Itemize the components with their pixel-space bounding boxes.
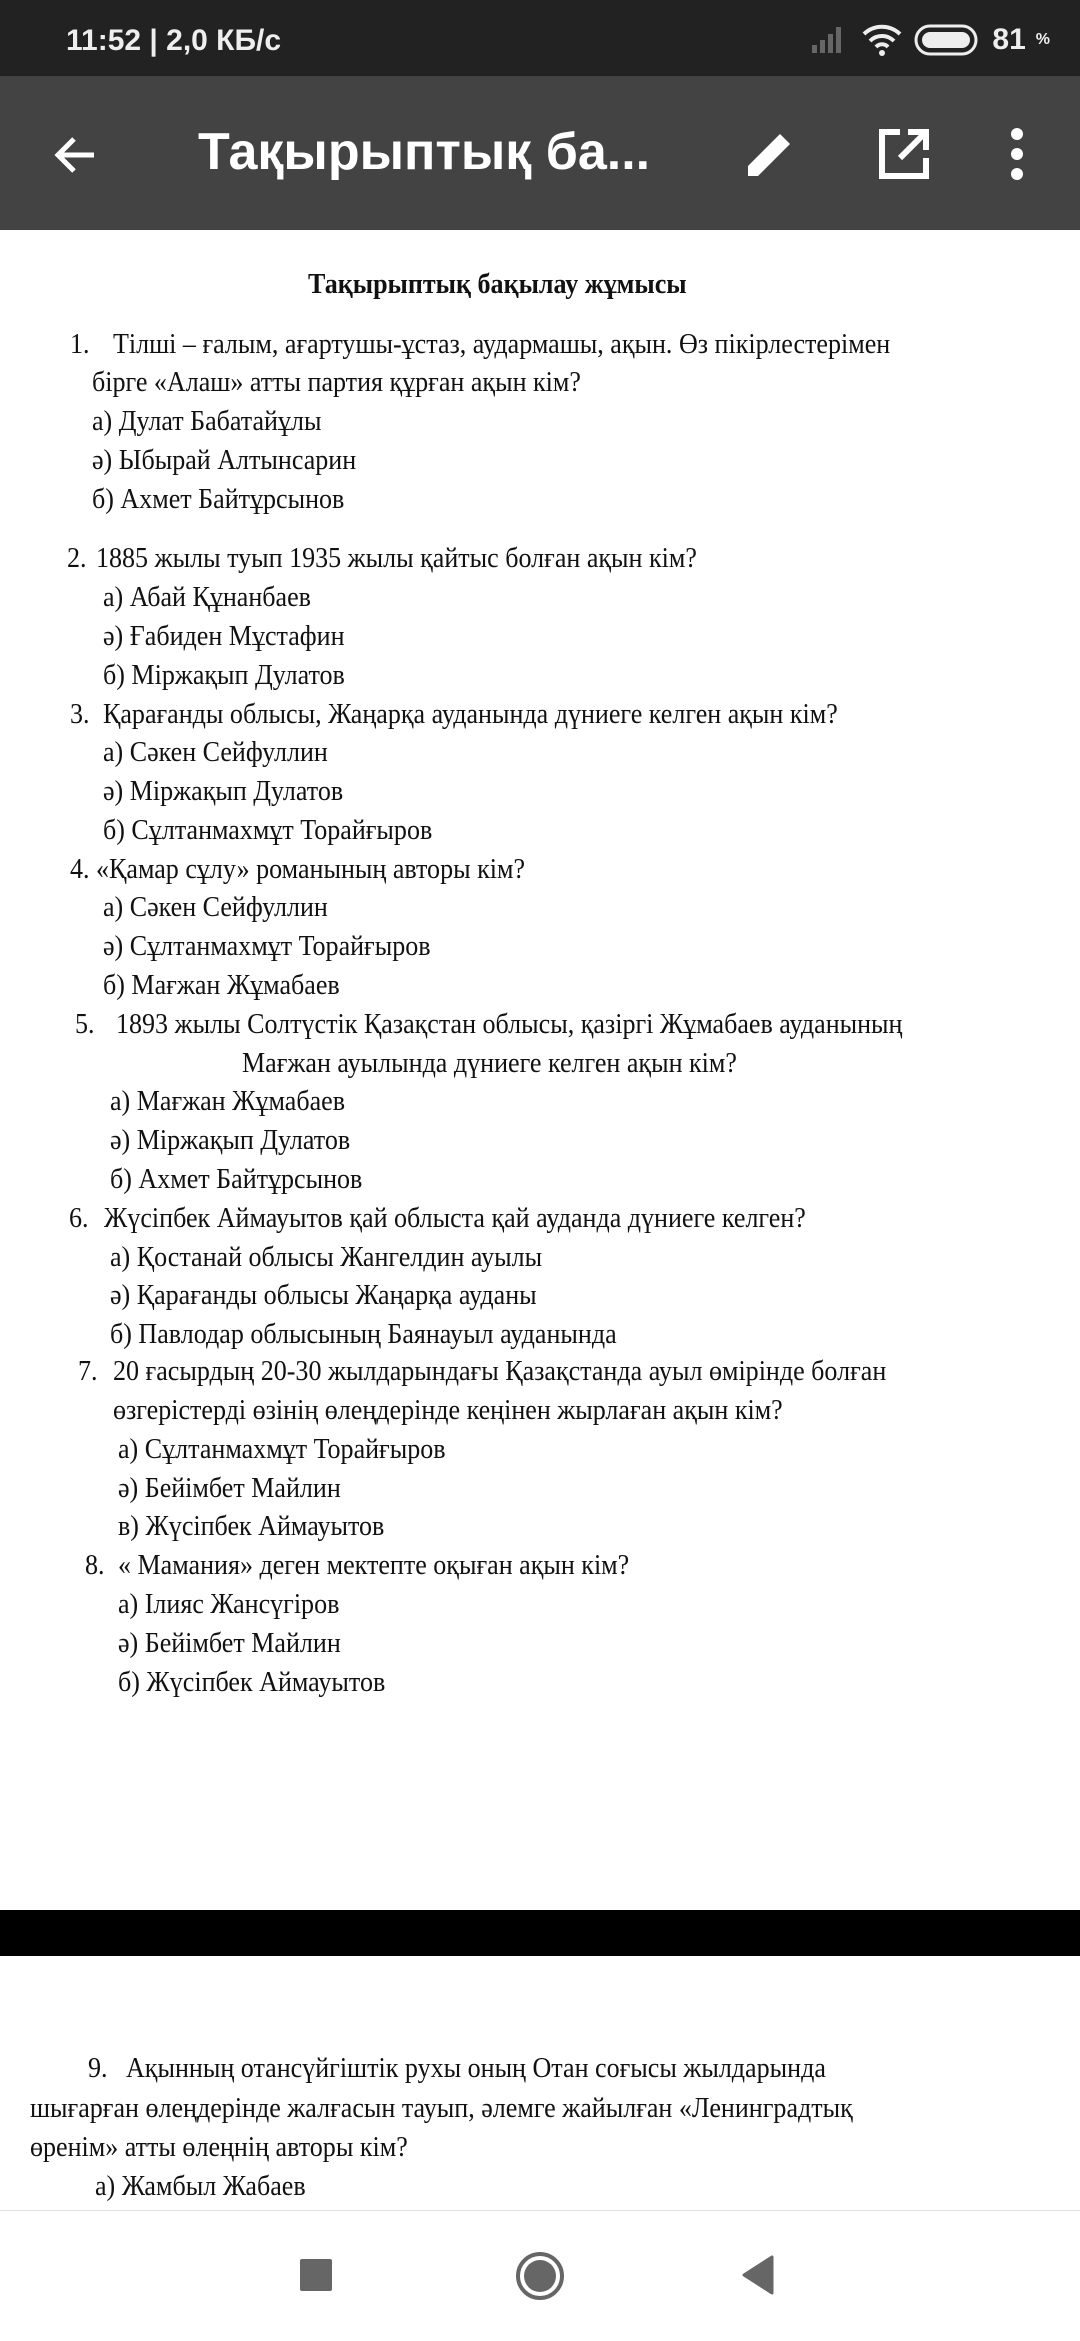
question-text: шығарған өлеңдерінде жалғасын тауып, әлемге жайылған «Ленинградтық (30, 2093, 853, 2124)
answer-option: б) Мағжан Жұмабаев (103, 970, 340, 1001)
question-number: 8. (85, 1550, 105, 1581)
answer-option: ә) Міржақып Дулатов (110, 1125, 351, 1156)
answer-option: б) Павлодар облысының Баянауыл ауданында (110, 1319, 617, 1350)
battery-unit: % (1035, 31, 1050, 48)
question-number: 5. (75, 1009, 95, 1040)
question-number: 3. (70, 699, 90, 730)
answer-option: ә) Қарағанды облысы Жаңарқа ауданы (110, 1280, 537, 1311)
wifi-icon (860, 22, 904, 58)
circle-icon[interactable] (515, 2251, 565, 2301)
arrow-left-icon[interactable] (52, 131, 100, 179)
answer-option: а) Жамбыл Жабаев (95, 2171, 306, 2202)
question-number: 7. (78, 1356, 98, 1387)
signal-icon (810, 25, 850, 55)
square-icon[interactable] (298, 2257, 334, 2293)
app-bar (0, 76, 1080, 230)
answer-option: а) Мағжан Жұмабаев (110, 1086, 345, 1117)
question-text: « Мамания» деген мектепте оқыған ақын кім? (118, 1550, 630, 1581)
answer-option: ә) Ғабиден Мұстафин (103, 621, 345, 652)
open-external-icon[interactable] (876, 126, 932, 182)
question-number: 2. (67, 543, 87, 574)
answer-option: а) Ілияс Жансүгіров (118, 1589, 340, 1620)
status-time: 11:52 | 2,0 КБ/с (66, 24, 282, 57)
document-title: Тақырыптық ба... (198, 123, 651, 181)
answer-option: б) Ахмет Байтұрсынов (92, 484, 345, 515)
answer-option: б) Ахмет Байтұрсынов (110, 1164, 363, 1195)
answer-option: в) Жүсіпбек Аймауытов (118, 1511, 385, 1542)
question-text: бірге «Алаш» атты партия құрған ақын кім? (92, 367, 581, 398)
answer-option: ә) Сұлтанмахмұт Торайғыров (103, 931, 431, 962)
battery-icon (914, 23, 982, 57)
more-vert-icon[interactable] (1005, 126, 1029, 182)
answer-option: а) Қостанай облысы Жангелдин ауылы (110, 1242, 543, 1273)
question-text: 20 ғасырдың 20-30 жылдарындағы Қазақстанда ауыл өмірінде болған (113, 1356, 887, 1387)
pencil-icon[interactable] (742, 126, 798, 182)
question-number: 9. (88, 2053, 108, 2084)
answer-option: а) Сұлтанмахмұт Торайғыров (118, 1434, 446, 1465)
question-number: 1. (70, 329, 90, 360)
question-text: Қарағанды облысы, Жаңарқа ауданында дүниеге келген ақын кім? (103, 699, 838, 730)
question-text: Жүсіпбек Аймауытов қай облыста қай ауданда дүниеге келген? (104, 1203, 806, 1234)
answer-option: б) Міржақып Дулатов (103, 660, 345, 691)
answer-option: б) Сұлтанмахмұт Торайғыров (103, 815, 433, 846)
answer-option: а) Сәкен Сейфуллин (103, 737, 328, 768)
answer-option: ә) Міржақып Дулатов (103, 776, 344, 807)
answer-option: а) Абай Құнанбаев (103, 582, 311, 613)
answer-option: ә) Ыбырай Алтынсарин (92, 445, 357, 476)
question-number: 4. (70, 854, 90, 885)
answer-option: ә) Бейімбет Майлин (118, 1473, 341, 1504)
battery-level: 81 (992, 23, 1026, 56)
question-text: өзгерістерді өзінің өлеңдерінде кеңінен жырлаған ақын кім? (113, 1395, 783, 1426)
question-text: Тілші – ғалым, ағартушы-ұстаз, аудармашы, ақын. Өз пікірлестерімен (113, 329, 891, 360)
document-heading: Тақырыптық бақылау жұмысы (308, 269, 687, 300)
question-text: 1893 жылы Солтүстік Қазақстан облысы, қазіргі Жұмабаев ауданының (116, 1009, 903, 1040)
answer-option: б) Жүсіпбек Аймауытов (118, 1667, 386, 1698)
triangle-back-icon[interactable] (740, 2255, 774, 2295)
question-text: Ақынның отансүйгіштік рухы оның Отан соғысы жылдарында (126, 2053, 826, 2084)
question-text: «Қамар сұлу» романының авторы кім? (96, 854, 526, 885)
navigation-bar (0, 2210, 1080, 2341)
answer-option: ә) Бейімбет Майлин (118, 1628, 341, 1659)
question-text: 1885 жылы туып 1935 жылы қайтыс болған ақын кім? (96, 543, 697, 574)
answer-option: а) Сәкен Сейфуллин (103, 892, 328, 923)
answer-option: а) Дулат Бабатайұлы (92, 406, 322, 437)
status-bar (0, 0, 1080, 76)
question-number: 6. (69, 1203, 89, 1234)
question-text: өренім» атты өлеңнің авторы кім? (30, 2132, 408, 2163)
question-text: Мағжан ауылында дүниеге келген ақын кім? (242, 1048, 737, 1079)
page-separator (0, 1910, 1080, 1956)
